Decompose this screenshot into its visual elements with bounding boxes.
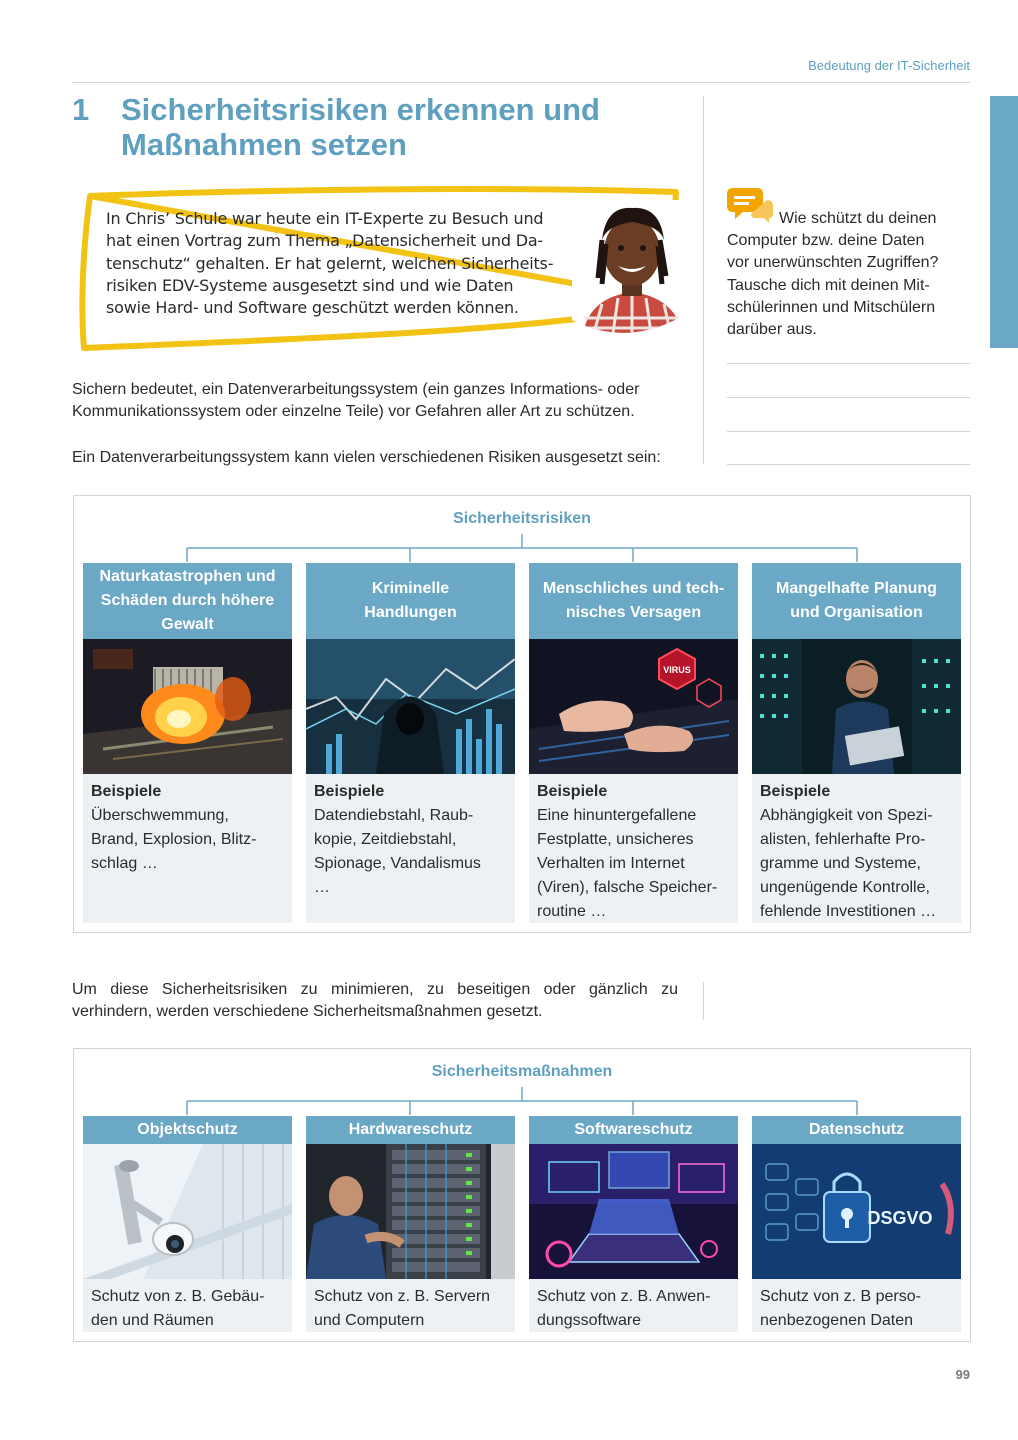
risk-card-examples: Beispiele Abhängigkeit von Spezi- alisten, fehlerhafte Pro- gramme und Systeme, ungenügende Kontrolle, fehlende Investitionen … [760,783,937,920]
answer-line[interactable] [727,397,970,398]
intro-paragraph-1: Sichern bedeutet, ein Datenverarbeitungssystem (ein ganzes Informations- oder Kommunikationssystem oder einzelne Teile) vor Gefahren aller Art zu schützen. [72,381,640,420]
server-rack-technician-image [306,1144,515,1279]
virus-badge: VIRUS [663,665,691,675]
margin-question: Wie schützt du deinen Computer bzw. deine Daten vor unerwünschten Zugriffen? Tausche dich mit deinen Mit- schülerinnen und Mitschülern darüber aus. [727,210,939,339]
measure-card-description: Schutz von z. B. Anwen- dungssoftware [537,1288,711,1329]
security-camera-image [83,1144,292,1279]
measures-diagram [73,1048,971,1342]
measure-card-description: Schutz von z. B. Gebäu- den und Räumen [91,1288,265,1329]
measures-diagram-title: Sicherheitsmaßnahmen [431,1063,613,1080]
answer-line[interactable] [727,464,970,465]
risk-card-heading: Menschliches und tech- nisches Versagen [529,563,738,639]
page-number: 99 [955,1367,970,1382]
chapter-side-tab [990,96,1018,348]
server-room-technician-image [752,639,961,774]
dsgvo-badge: DSGVO [867,1208,933,1228]
chapter-title: Sicherheitsrisiken erkennen und Maßnahmen setzen [121,92,600,162]
risk-card-human-failure [529,563,738,923]
student-portrait [572,200,692,340]
measure-card-data-protection [752,1116,961,1332]
intro-paragraph-2: Ein Datenverarbeitungssystem kann vielen verschiedenen Risiken ausgesetzt sein: [72,449,661,466]
risks-diagram [73,495,971,933]
margin-column-rule [703,96,704,464]
measure-card-software-protection [529,1116,738,1332]
measures-intro-paragraph: Um diese Sicherheitsrisiken zu minimieren, zu beseitigen oder gänzlich zu verhindern, werden verschiedene Sicherheitsmaßnahmen gesetzt. [72,981,678,1020]
story-text: In Chris’ Schule war heute ein IT-Experte zu Besuch und hat einen Vortrag zum Thema „Datensicherheit und Da- tenschutz“ gehalten. Er hat gelernt, welchen Sicherheits- risiken EDV-Systeme ausgesetzt sind und wie Daten sowie Hard- und Software geschützt werden können. [106,209,554,318]
answer-line[interactable] [727,431,970,432]
virus-alert-keyboard-image [529,639,738,774]
running-head: Bedeutung der IT-Sicherheit [808,58,970,73]
risk-card-heading: Kriminelle Handlungen [306,563,515,639]
risk-card-criminal-acts [306,563,515,923]
risk-card-heading: Mangelhafte Planung und Organisation [752,563,961,639]
measure-card-heading: Softwareschutz [529,1116,738,1144]
measure-card-hardware-protection [306,1116,515,1332]
risk-card-examples: Beispiele Überschwemmung, Brand, Explosion, Blitz- schlag … [91,783,257,872]
measure-card-description: Schutz von z. B. Servern und Computern [314,1288,491,1329]
risks-diagram-title: Sicherheitsrisiken [453,510,591,527]
risk-card-natural-disasters [83,563,292,923]
measure-card-description: Schutz von z. B perso- nenbezogenen Daten [760,1288,921,1329]
answer-line[interactable] [727,363,970,364]
margin-column-rule-2 [703,982,704,1020]
measure-card-heading: Objektschutz [83,1116,292,1144]
measure-card-heading: Hardwareschutz [306,1116,515,1144]
burning-circuit-board-image [83,639,292,774]
risk-card-heading: Naturkatastrophen und Schäden durch höhere Gewalt [83,563,292,639]
risk-card-poor-planning [752,563,961,923]
hooded-hacker-image [306,639,515,774]
holographic-laptop-image [529,1144,738,1279]
risks-tree-connectors [74,496,970,566]
risk-card-examples: Beispiele Datendiebstahl, Raub- kopie, Zeitdiebstahl, Spionage, Vandalismus … [314,783,481,896]
measure-card-object-protection [83,1116,292,1332]
risk-card-examples: Beispiele Eine hinuntergefallene Festplatte, unsicheres Verhalten im Internet (Viren), falsche Speicher- routine … [537,783,718,920]
measures-tree-connectors [74,1049,970,1119]
data-protection-lock-image [752,1144,961,1279]
measure-card-heading: Datenschutz [752,1116,961,1144]
chapter-number: 1 [72,92,90,127]
header-rule [72,82,970,83]
